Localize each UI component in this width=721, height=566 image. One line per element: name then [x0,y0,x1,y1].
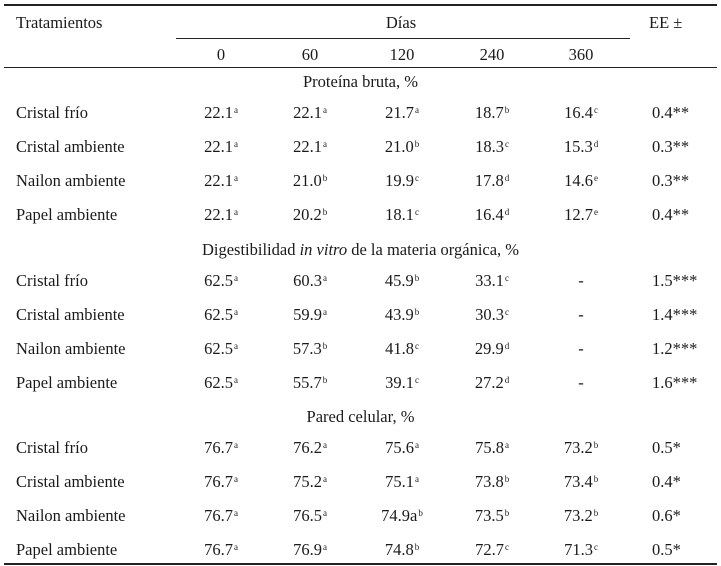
table-cell [452,305,532,325]
cell-value: 18.1 [385,205,414,224]
table-cell [541,506,621,526]
top-rule [4,4,717,6]
table-cell [452,171,532,191]
cell-value: 76.7 [204,438,233,457]
day-col-header: 120 [389,45,415,64]
table-cell [452,339,532,359]
row-label: Papel ambiente [16,373,118,392]
cell-superscript: a [233,307,238,317]
table-cell [270,137,350,157]
day-col-header: 240 [479,45,505,64]
days-header: Días [385,13,417,32]
table-cell [362,373,442,393]
table-cell [541,103,621,123]
cell-superscript: a [233,474,238,484]
ee-value: 0.4** [652,205,690,224]
cell-value: - [578,305,584,324]
cell-value: - [578,373,584,392]
cell-value: 27.2 [474,373,504,392]
table-cell [270,472,350,492]
cell-value: 75.1 [385,472,414,491]
row-label: Cristal ambiente [16,137,125,156]
table-cell [452,103,532,123]
section-title-text: Pared celular, % [306,407,415,426]
cell-value: 29.9 [474,339,504,358]
table-cell [181,373,261,393]
cell-value: 16.4 [474,205,504,224]
cell-value: 22.1 [293,137,322,156]
ee-value: 0.3** [652,171,690,190]
cell-superscript: c [504,542,509,552]
table-cell [362,171,442,191]
ee-value: 1.5*** [652,271,698,290]
row-label: Cristal ambiente [16,472,125,491]
cell-superscript: c [414,173,419,183]
cell-value: 62.5 [204,339,233,358]
cell-value: 41.8 [385,339,414,358]
table-cell [541,472,621,492]
bottom-rule [4,563,717,565]
cell-superscript: b [504,105,510,115]
cell-superscript: a [233,375,238,385]
days-underline [176,38,630,39]
cell-superscript: b [414,307,420,317]
table-cell [362,137,442,157]
cell-value: 76.7 [204,506,233,525]
cell-value: 74.9a [381,506,418,525]
ee-value: 1.2*** [652,339,698,358]
cell-value: - [578,339,584,358]
cell-superscript: a [233,173,238,183]
header-rule [4,67,717,68]
cell-superscript: a [233,341,238,351]
cell-value: 15.3 [563,137,593,156]
cell-superscript: d [504,375,510,385]
table-cell [452,205,532,225]
table-cell [452,472,532,492]
cell-value: 74.8 [384,540,414,559]
table-cell [270,103,350,123]
table-cell [541,205,621,225]
cell-value: 60.3 [293,271,322,290]
table-cell [362,472,442,492]
cell-superscript: c [414,341,419,351]
table-cell [270,373,350,393]
cell-superscript: a [414,440,419,450]
ee-value: 0.4* [652,472,681,491]
table-cell [181,137,261,157]
cell-superscript: b [322,341,328,351]
cell-superscript: a [414,474,419,484]
day-col-header: 0 [216,45,226,64]
row-label: Cristal frío [16,438,88,457]
table-cell [452,540,532,560]
table-cell [452,271,532,291]
cell-superscript: b [414,542,420,552]
cell-superscript: a [322,139,327,149]
cell-value: 33.1 [475,271,504,290]
table-cell [181,271,261,291]
cell-value: 43.9 [384,305,414,324]
table-cell [541,373,621,393]
cell-superscript: e [593,207,598,217]
cell-superscript: a [322,542,327,552]
row-label: Cristal frío [16,103,88,122]
cell-superscript: a [233,139,238,149]
cell-value: 22.1 [204,171,233,190]
table-cell [541,305,621,325]
cell-value: 73.8 [474,472,504,491]
cell-superscript: b [322,207,328,217]
section-title-text: Digestibilidad [201,240,300,259]
cell-value: 75.6 [385,438,414,457]
table-cell [181,103,261,123]
cell-superscript: a [233,207,238,217]
section-title-text: de la materia orgánica, % [347,240,520,259]
cell-value: 18.3 [475,137,504,156]
day-col-header: 60 [301,45,319,64]
table-cell [181,339,261,359]
table-cell [270,438,350,458]
cell-value: 76.5 [293,506,322,525]
table-cell [362,271,442,291]
cell-value: 22.1 [204,103,233,122]
ee-header: EE ± [649,13,683,32]
cell-value: 57.3 [292,339,322,358]
cell-superscript: a [233,440,238,450]
cell-value: 12.7 [564,205,593,224]
table-cell [270,506,350,526]
ee-value: 0.6* [652,506,681,525]
cell-value: 17.8 [474,171,504,190]
cell-superscript: e [593,173,598,183]
cell-value: 22.1 [293,103,322,122]
cell-superscript: a [233,273,238,283]
cell-superscript: c [504,307,509,317]
cell-value: 62.5 [204,305,233,324]
table-cell [270,205,350,225]
table-cell [452,506,532,526]
section-title [4,72,717,92]
section-title [4,407,717,427]
cell-value: 71.3 [564,540,593,559]
section-title [4,240,717,260]
cell-superscript: a [414,105,419,115]
ee-value: 1.6*** [652,373,698,392]
cell-value: 76.2 [293,438,322,457]
cell-value: 59.9 [293,305,322,324]
day-col-header: 360 [568,45,594,64]
table-cell [181,205,261,225]
table-cell [270,171,350,191]
cell-value: 18.7 [474,103,504,122]
cell-value: 76.7 [204,472,233,491]
cell-superscript: b [414,273,420,283]
row-label: Cristal ambiente [16,305,125,324]
cell-superscript: a [322,508,327,518]
cell-superscript: a [322,105,327,115]
table-cell [541,171,621,191]
ee-value: 0.5* [652,438,681,457]
ee-value: 0.5* [652,540,681,559]
cell-superscript: d [504,207,510,217]
section-title-text: Proteína bruta, % [302,72,418,91]
cell-superscript: b [504,508,510,518]
cell-value: 75.2 [293,472,322,491]
cell-superscript: a [322,440,327,450]
cell-value: 73.4 [563,472,593,491]
cell-superscript: b [322,173,328,183]
cell-superscript: b [504,474,510,484]
cell-superscript: c [593,542,598,552]
cell-superscript: c [504,139,509,149]
table-cell [181,472,261,492]
table-cell [541,339,621,359]
table-cell [541,438,621,458]
row-label: Papel ambiente [16,540,118,559]
cell-value: - [578,271,584,290]
table-cell [181,540,261,560]
cell-value: 62.5 [204,271,233,290]
ee-value: 0.3** [652,137,690,156]
cell-superscript: d [593,139,599,149]
cell-superscript: b [414,139,420,149]
cell-superscript: b [593,508,599,518]
cell-value: 19.9 [385,171,414,190]
cell-superscript: a [504,440,509,450]
cell-value: 20.2 [292,205,322,224]
row-label: Papel ambiente [16,205,118,224]
table-cell [452,137,532,157]
cell-superscript: a [233,542,238,552]
table-cell [181,171,261,191]
cell-superscript: c [504,273,509,283]
cell-value: 55.7 [292,373,322,392]
cell-value: 16.4 [564,103,593,122]
cell-superscript: b [593,474,599,484]
cell-value: 22.1 [204,205,233,224]
table-cell [362,438,442,458]
table-cell [541,540,621,560]
cell-value: 22.1 [204,137,233,156]
data-table [4,0,717,566]
cell-value: 76.7 [204,540,233,559]
cell-superscript: a [322,307,327,317]
table-cell [270,305,350,325]
table-cell [452,438,532,458]
table-cell [362,305,442,325]
table-cell [181,506,261,526]
table-cell [452,373,532,393]
table-cell [362,205,442,225]
table-cell [362,506,442,526]
row-label: Nailon ambiente [16,171,126,190]
cell-value: 72.7 [475,540,504,559]
ee-value: 1.4*** [652,305,698,324]
ee-value: 0.4** [652,103,690,122]
table-cell [362,339,442,359]
cell-superscript: a [233,105,238,115]
cell-value: 62.5 [204,373,233,392]
cell-value: 21.7 [385,103,414,122]
cell-value: 21.0 [384,137,414,156]
cell-superscript: c [414,375,419,385]
cell-superscript: d [504,341,510,351]
cell-value: 30.3 [475,305,504,324]
row-label: Nailon ambiente [16,506,126,525]
row-label: Cristal frío [16,271,88,290]
cell-value: 21.0 [292,171,322,190]
cell-superscript: c [593,105,598,115]
cell-value: 73.5 [474,506,504,525]
cell-superscript: d [504,173,510,183]
section-title-italic: in vitro [299,240,348,259]
cell-superscript: b [593,440,599,450]
cell-value: 39.1 [385,373,414,392]
table-cell [541,271,621,291]
cell-value: 76.9 [293,540,322,559]
table-cell [270,339,350,359]
cell-superscript: a [233,508,238,518]
cell-superscript: a [322,273,327,283]
table-cell [362,540,442,560]
table-cell [541,137,621,157]
cell-superscript: b [322,375,328,385]
cell-superscript: b [418,508,423,518]
table-cell [270,271,350,291]
cell-value: 14.6 [564,171,593,190]
cell-value: 45.9 [384,271,414,290]
table-cell [362,103,442,123]
cell-value: 73.2 [563,506,593,525]
cell-value: 73.2 [563,438,593,457]
table-cell [270,540,350,560]
table-cell [181,438,261,458]
cell-superscript: a [322,474,327,484]
table-cell [181,305,261,325]
treatments-header: Tratamientos [16,13,103,32]
cell-value: 75.8 [475,438,504,457]
cell-superscript: c [414,207,419,217]
row-label: Nailon ambiente [16,339,126,358]
